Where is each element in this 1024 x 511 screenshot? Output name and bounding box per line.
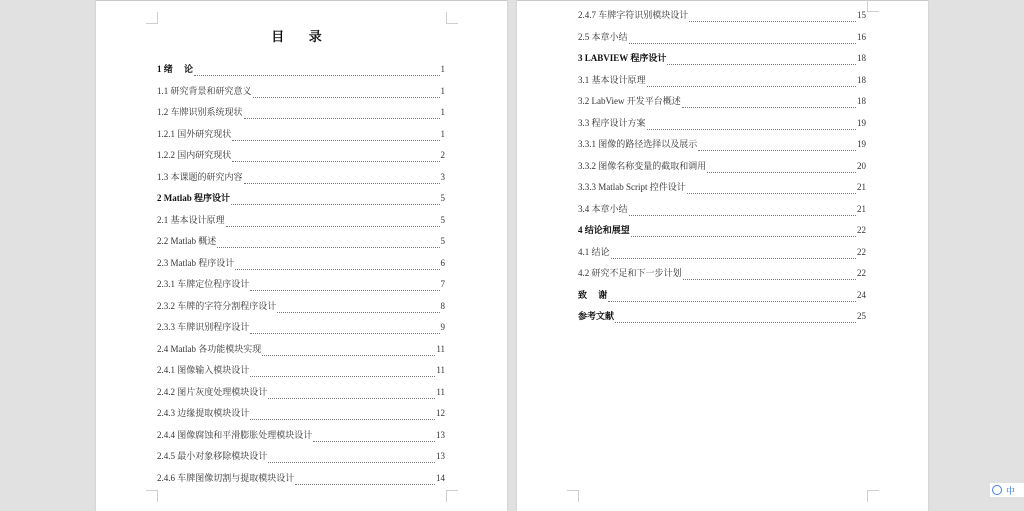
toc-entry[interactable] bbox=[578, 202, 866, 224]
toc-entry-label: 3.2 LabView 开发平台概述 bbox=[578, 96, 681, 106]
toc-entry[interactable] bbox=[578, 51, 866, 73]
toc-entry-page-number: 14 bbox=[436, 472, 445, 483]
toc-entry[interactable] bbox=[157, 148, 445, 170]
ime-language-label: 中 bbox=[1006, 486, 1016, 497]
toc-entry-page-number: 1 bbox=[440, 107, 445, 117]
toc-entry-label: 2.3.1 车牌定位程序设计 bbox=[157, 279, 250, 289]
toc-entry[interactable] bbox=[578, 137, 866, 159]
toc-leader-dots bbox=[268, 462, 435, 463]
toc-entry-label: 1.2 车牌识别系统现状 bbox=[157, 107, 243, 117]
toc-entry-page-number: 18 bbox=[857, 74, 866, 85]
toc-leader-dots bbox=[313, 441, 435, 442]
toc-entry[interactable] bbox=[157, 84, 445, 106]
toc-leader-dots bbox=[194, 75, 439, 76]
toc-leader-dots bbox=[647, 86, 856, 87]
toc-entry[interactable] bbox=[157, 406, 445, 428]
toc-entry-page-number: 6 bbox=[440, 257, 445, 268]
toc-entry-page-number: 12 bbox=[436, 408, 445, 418]
toc-entry[interactable] bbox=[157, 277, 445, 299]
toc-entry-label: 1 绪 论 bbox=[157, 64, 194, 74]
toc-entry[interactable] bbox=[578, 266, 866, 288]
toc-entry-label: 2.4.3 边缘提取模块设计 bbox=[157, 408, 250, 418]
toc-leader-dots bbox=[253, 97, 440, 98]
toc-entry-page-number: 15 bbox=[857, 10, 866, 20]
toc-entry-page-number: 1 bbox=[440, 85, 445, 96]
toc-entry-label: 2.4 Matlab 各功能模块实现 bbox=[157, 343, 262, 354]
margin-corner-mark bbox=[567, 490, 579, 502]
toc-entry-page-number: 21 bbox=[857, 182, 866, 192]
toc-leader-dots bbox=[231, 204, 440, 205]
toc-entry-label: 2.3 Matlab 程序设计 bbox=[157, 257, 235, 268]
margin-corner-mark bbox=[867, 0, 879, 12]
ime-logo-icon bbox=[992, 485, 1002, 495]
toc-entry[interactable] bbox=[157, 234, 445, 256]
toc-entry-page-number: 1 bbox=[440, 128, 445, 139]
toc-entry-label: 1.1 研究背景和研究意义 bbox=[157, 85, 252, 96]
toc-entry-label: 2.2 Matlab 概述 bbox=[157, 236, 217, 246]
toc-leader-dots bbox=[244, 118, 440, 119]
toc-entry[interactable] bbox=[157, 62, 445, 84]
toc-entry-page-number: 22 bbox=[857, 225, 866, 235]
toc-entry-page-number: 22 bbox=[857, 268, 866, 278]
toc-entry-page-number: 5 bbox=[440, 193, 445, 203]
toc-leader-dots bbox=[250, 376, 435, 377]
toc-entry-label: 致 谢 bbox=[578, 289, 608, 300]
toc-entry-label: 2.4.5 最小对象移除模块设计 bbox=[157, 451, 268, 461]
toc-entry-label: 2.4.4 图像腐蚀和平滑膨胀处理模块设计 bbox=[157, 429, 313, 440]
toc-entry-label: 1.3 本课题的研究内容 bbox=[157, 171, 243, 182]
margin-corner-mark bbox=[146, 12, 158, 24]
toc-entry-page-number: 8 bbox=[440, 300, 445, 311]
toc-entry-label: 2.4.6 车牌图像切割与提取模块设计 bbox=[157, 472, 295, 483]
toc-entry-label: 4 结论和展望 bbox=[578, 225, 630, 235]
toc-entry[interactable] bbox=[157, 127, 445, 149]
toc-entry-page-number: 18 bbox=[857, 96, 866, 106]
toc-entry[interactable] bbox=[157, 342, 445, 364]
toc-leader-dots bbox=[250, 290, 439, 291]
toc-entry-label: 3.3.1 图像的路径选择以及展示 bbox=[578, 139, 698, 149]
toc-entry-label: 3 LABVIEW 程序设计 bbox=[578, 53, 667, 63]
toc-leader-dots bbox=[698, 150, 856, 151]
toc-entry[interactable] bbox=[157, 449, 445, 471]
toc-leader-dots bbox=[611, 258, 856, 259]
toc-entry-page-number: 25 bbox=[857, 311, 866, 321]
toc-leader-dots bbox=[683, 279, 856, 280]
toc-entry-page-number: 5 bbox=[440, 236, 445, 246]
toc-entry[interactable] bbox=[578, 223, 866, 245]
toc-entry[interactable] bbox=[578, 180, 866, 202]
document-page-right bbox=[517, 0, 928, 511]
toc-entry-label: 2.1 基本设计原理 bbox=[157, 214, 225, 225]
toc-entry[interactable] bbox=[578, 159, 866, 181]
toc-entry-label: 2.3.2 车牌的字符分割程序设计 bbox=[157, 300, 277, 311]
toc-leader-dots bbox=[232, 140, 439, 141]
toc-entry-label: 2 Matlab 程序设计 bbox=[157, 193, 230, 203]
toc-entry[interactable] bbox=[578, 116, 866, 138]
toc-leader-dots bbox=[232, 161, 439, 162]
toc-entry[interactable] bbox=[157, 170, 445, 192]
toc-leader-dots bbox=[707, 172, 856, 173]
toc-leader-dots bbox=[217, 247, 439, 248]
toc-entry[interactable] bbox=[157, 471, 445, 493]
toc-entry[interactable] bbox=[578, 8, 866, 30]
margin-corner-mark bbox=[446, 12, 458, 24]
toc-leader-dots bbox=[226, 226, 440, 227]
toc-leader-dots bbox=[647, 129, 856, 130]
document-page-left bbox=[96, 0, 507, 511]
toc-entry-page-number: 13 bbox=[436, 429, 445, 440]
toc-entry[interactable] bbox=[578, 73, 866, 95]
margin-corner-mark bbox=[867, 490, 879, 502]
toc-list-right bbox=[578, 8, 866, 331]
toc-entry-page-number: 18 bbox=[857, 53, 866, 63]
margin-corner-mark bbox=[446, 490, 458, 502]
toc-entry-label: 4.1 结论 bbox=[578, 246, 610, 257]
page-top-edge bbox=[96, 0, 507, 1]
toc-entry-label: 2.4.2 图片灰度处理模块设计 bbox=[157, 386, 268, 397]
toc-leader-dots bbox=[295, 484, 435, 485]
toc-leader-dots bbox=[682, 107, 856, 108]
toc-entry[interactable] bbox=[578, 30, 866, 52]
toc-entry-label: 3.1 基本设计原理 bbox=[578, 74, 646, 85]
toc-entry[interactable] bbox=[157, 428, 445, 450]
toc-leader-dots bbox=[615, 322, 856, 323]
toc-entry-page-number: 3 bbox=[440, 171, 445, 182]
toc-entry-label: 4.2 研究不足和下一步计划 bbox=[578, 268, 682, 278]
toc-entry-label: 2.5 本章小结 bbox=[578, 31, 628, 42]
toc-entry-label: 3.4 本章小结 bbox=[578, 203, 628, 214]
toc-entry-label: 1.2.2 国内研究现状 bbox=[157, 150, 232, 160]
toc-leader-dots bbox=[631, 236, 856, 237]
toc-entry-page-number: 5 bbox=[440, 214, 445, 225]
toc-entry[interactable] bbox=[157, 363, 445, 385]
toc-entry-page-number: 20 bbox=[857, 160, 866, 171]
toc-entry-page-number: 2 bbox=[440, 150, 445, 160]
toc-entry-page-number: 19 bbox=[857, 139, 866, 149]
toc-entry-page-number: 11 bbox=[436, 386, 445, 397]
toc-leader-dots bbox=[250, 419, 435, 420]
toc-entry[interactable] bbox=[157, 299, 445, 321]
toc-entry-page-number: 11 bbox=[436, 365, 445, 375]
toc-entry[interactable] bbox=[157, 256, 445, 278]
toc-entry[interactable] bbox=[578, 288, 866, 310]
toc-leader-dots bbox=[250, 333, 439, 334]
toc-entry[interactable] bbox=[578, 245, 866, 267]
toc-leader-dots bbox=[689, 21, 856, 22]
toc-entry[interactable] bbox=[578, 309, 866, 331]
toc-entry[interactable] bbox=[157, 320, 445, 342]
toc-entry-page-number: 16 bbox=[857, 31, 866, 42]
toc-entry[interactable] bbox=[157, 213, 445, 235]
toc-leader-dots bbox=[262, 355, 435, 356]
toc-entry-page-number: 11 bbox=[436, 343, 445, 354]
toc-leader-dots bbox=[667, 64, 856, 65]
toc-entry-label: 参考文献 bbox=[578, 311, 615, 321]
ime-indicator[interactable] bbox=[990, 483, 1024, 497]
toc-entry[interactable] bbox=[157, 385, 445, 407]
toc-leader-dots bbox=[277, 312, 439, 313]
toc-entry-page-number: 1 bbox=[440, 64, 445, 74]
toc-entry-label: 3.3 程序设计方案 bbox=[578, 117, 646, 128]
toc-list-left bbox=[157, 62, 445, 492]
toc-leader-dots bbox=[687, 193, 856, 194]
toc-leader-dots bbox=[608, 301, 856, 302]
toc-entry-label: 3.3.2 图像名称变量的截取和调用 bbox=[578, 160, 707, 171]
toc-entry-page-number: 24 bbox=[857, 289, 866, 300]
toc-entry[interactable] bbox=[578, 94, 866, 116]
toc-leader-dots bbox=[629, 215, 856, 216]
toc-leader-dots bbox=[244, 183, 440, 184]
toc-entry-page-number: 7 bbox=[440, 279, 445, 289]
toc-entry[interactable] bbox=[157, 191, 445, 213]
toc-leader-dots bbox=[235, 269, 439, 270]
toc-entry-page-number: 21 bbox=[857, 203, 866, 214]
toc-entry-label: 2.3.3 车牌识别程序设计 bbox=[157, 322, 250, 332]
toc-entry-label: 3.3.3 Matlab Script 控件设计 bbox=[578, 182, 686, 192]
toc-entry-page-number: 9 bbox=[440, 322, 445, 332]
toc-leader-dots bbox=[629, 43, 856, 44]
toc-leader-dots bbox=[268, 398, 435, 399]
toc-entry-label: 1.2.1 国外研究现状 bbox=[157, 128, 232, 139]
toc-title: 目 录 bbox=[271, 30, 332, 45]
toc-entry-page-number: 13 bbox=[436, 451, 445, 461]
toc-entry-page-number: 19 bbox=[857, 117, 866, 128]
toc-entry-label: 2.4.1 图像输入模块设计 bbox=[157, 365, 250, 375]
toc-entry-page-number: 22 bbox=[857, 246, 866, 257]
toc-entry[interactable] bbox=[157, 105, 445, 127]
toc-entry-label: 2.4.7 车牌字符识别模块设计 bbox=[578, 10, 689, 20]
